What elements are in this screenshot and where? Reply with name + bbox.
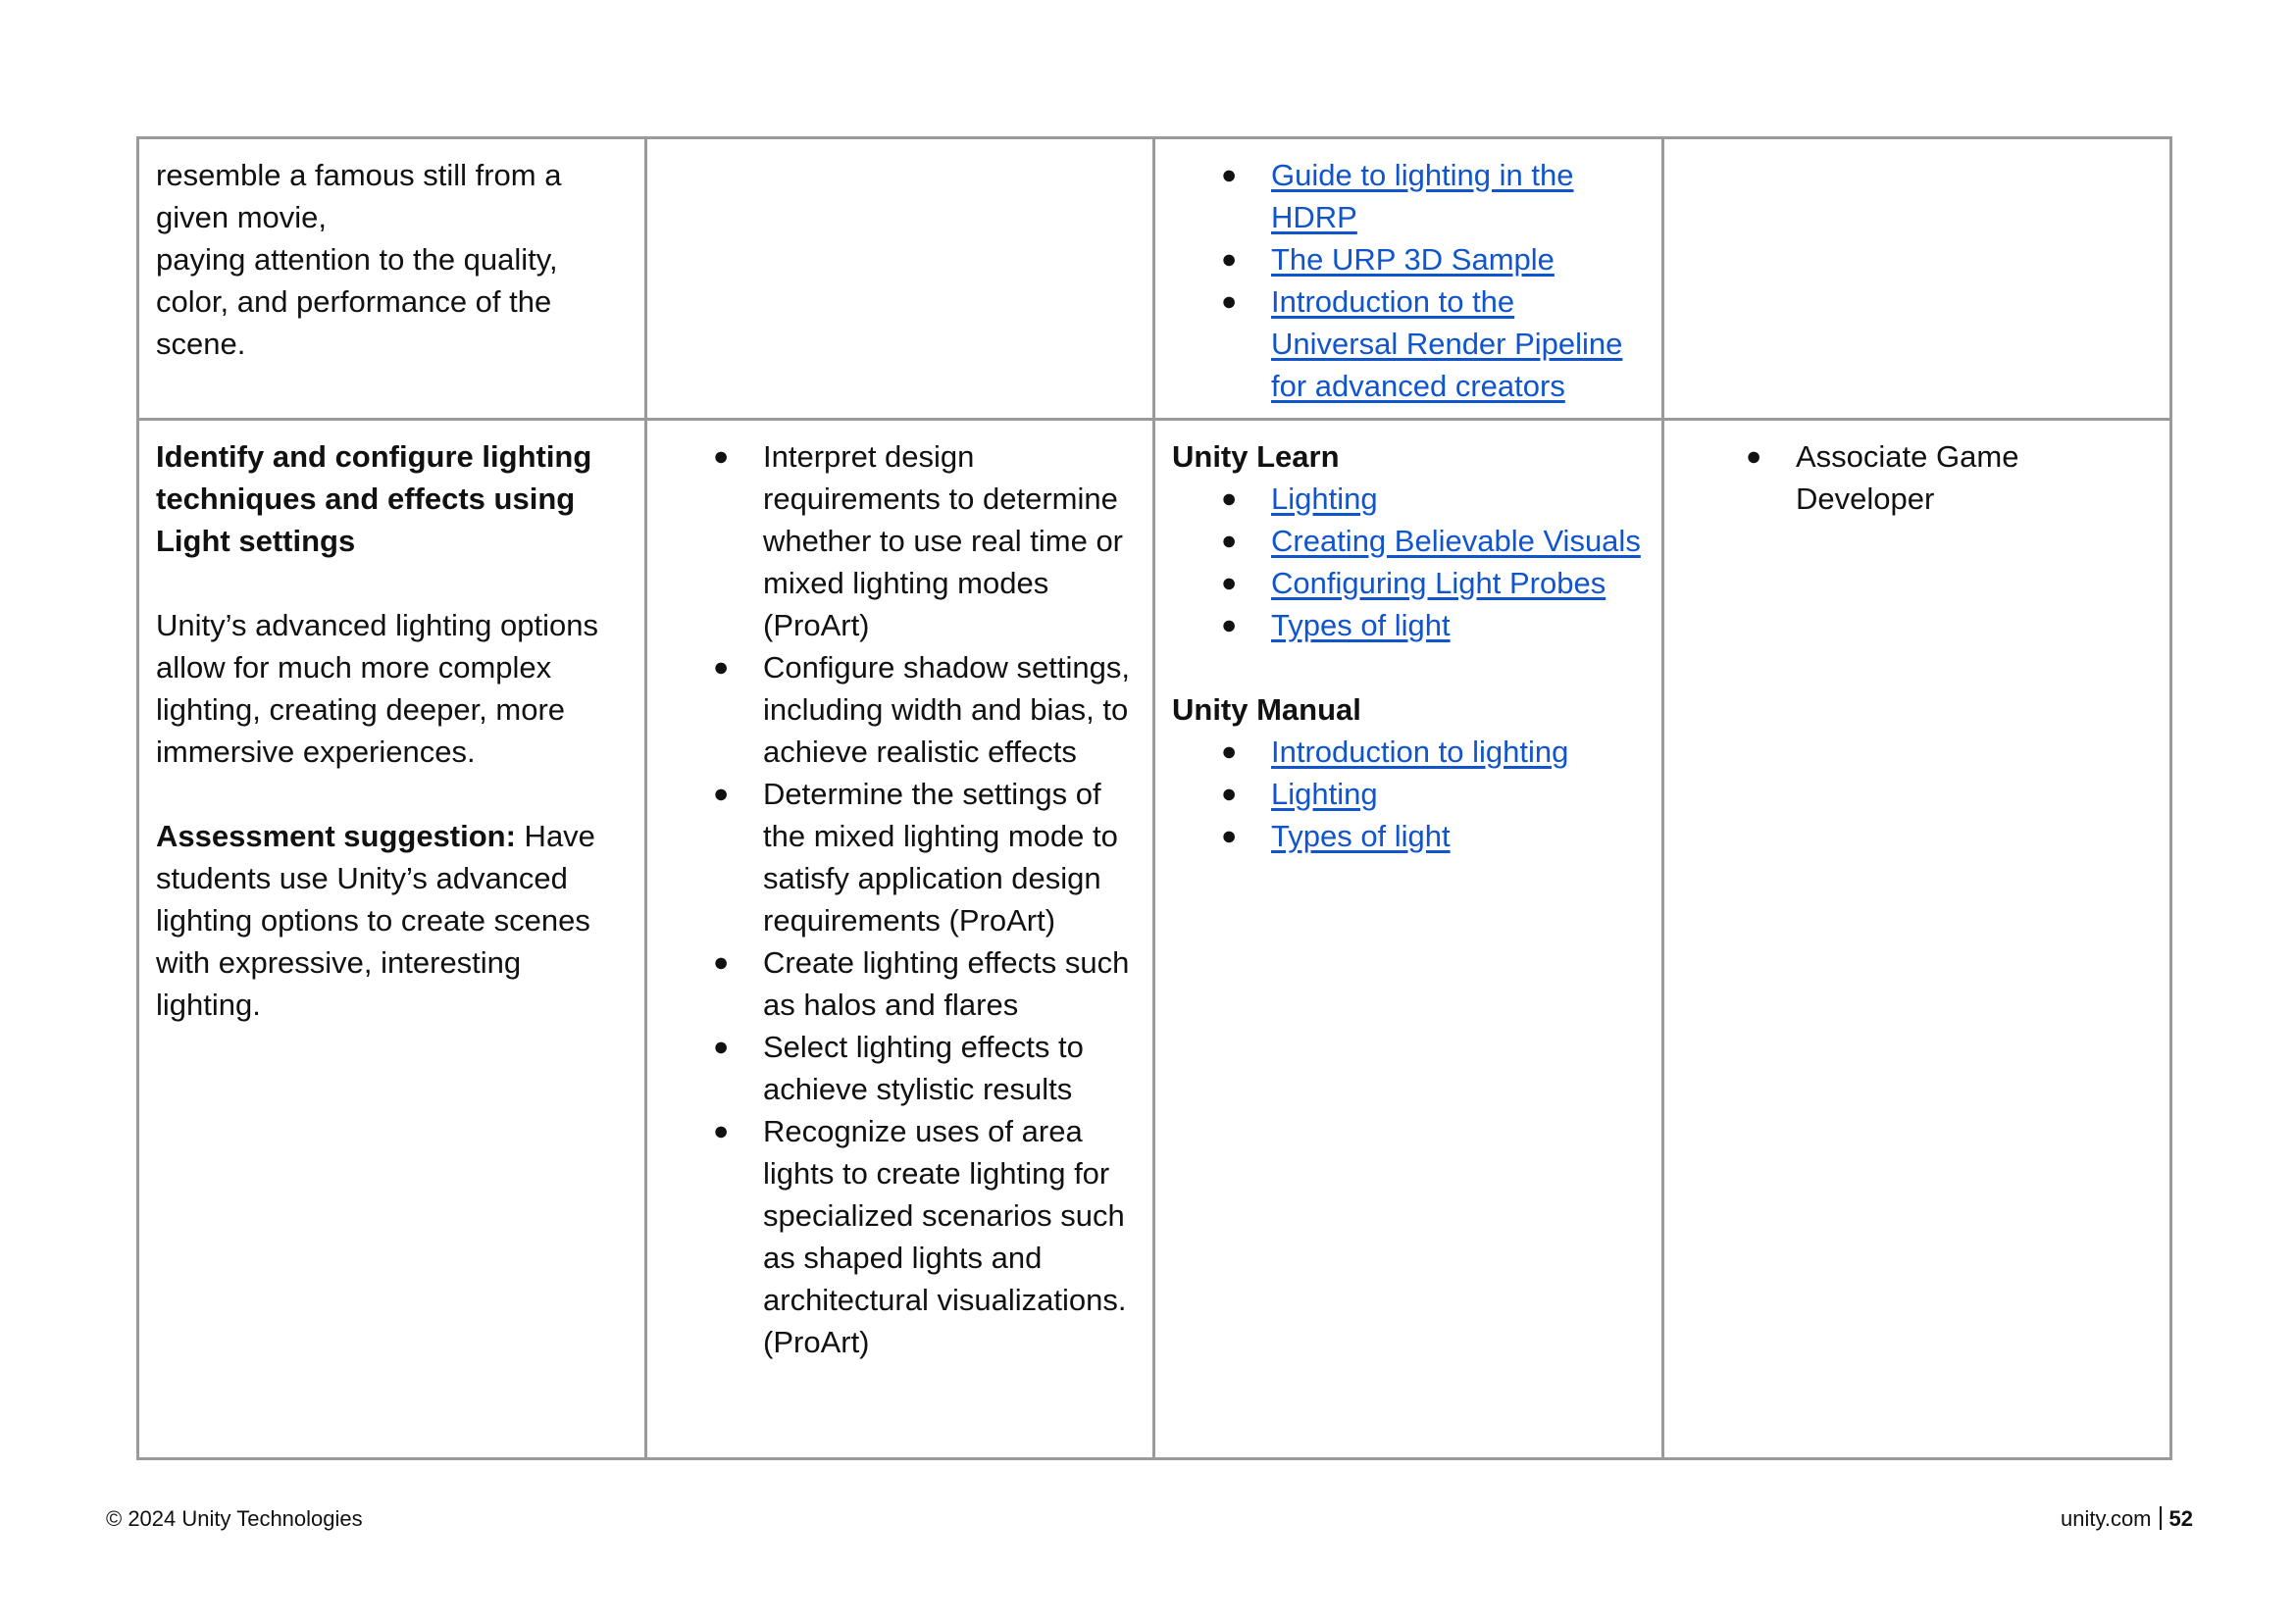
list-item (664, 1110, 1137, 1363)
list-item (1172, 520, 1646, 562)
bullet-icon: ● (1221, 778, 1238, 808)
list-item (1172, 154, 1646, 238)
footer-copyright: © 2024 Unity Technologies (106, 1506, 363, 1531)
assessment-suggestion (156, 815, 629, 1026)
link-configuring-light-probes[interactable]: Configuring Light Probes (1271, 565, 1606, 600)
list-item (664, 435, 1137, 646)
bullet-icon: ● (713, 778, 730, 808)
bullet-icon: ● (1221, 160, 1238, 189)
list-item (1172, 815, 1646, 857)
bullet-icon: ● (1221, 525, 1238, 555)
objective-description: Unity’s advanced lighting options allow for much more complex lighting, creating deeper, more immersive experiences. (156, 607, 598, 769)
link-intro-urp-advanced[interactable]: Introduction to the Universal Render Pipeline for advanced creators (1271, 284, 1623, 403)
objective-continuation-line: paying attention to the quality, color, and performance of the scene. (156, 242, 558, 361)
skill-text: Recognize uses of area lights to create lighting for specialized scenarios such as shaped lights and architectural visualizations. (ProArt) (763, 1113, 1127, 1359)
list-item (664, 773, 1137, 941)
certification-text: Associate Game Developer (1796, 438, 2019, 516)
bullet-icon: ● (1221, 820, 1238, 850)
skill-text: Select lighting effects to achieve stylistic results (763, 1029, 1084, 1106)
skills-cell (646, 419, 1154, 1458)
objective-cell (138, 138, 646, 420)
curriculum-table (136, 136, 2172, 1460)
certification-cell (1663, 419, 2171, 1458)
list-item (1172, 604, 1646, 646)
bullet-icon: ● (713, 440, 730, 471)
list-item (1172, 280, 1646, 407)
bullet-icon: ● (713, 651, 730, 682)
unity-learn-heading: Unity Learn (1172, 438, 1340, 474)
footer-page-info (2061, 1506, 2193, 1532)
link-manual-types-of-light[interactable]: Types of light (1271, 818, 1451, 853)
link-learn-lighting[interactable]: Lighting (1271, 481, 1378, 516)
list-item (664, 646, 1137, 773)
list-item (1681, 435, 2154, 520)
bullet-icon: ● (1221, 609, 1238, 639)
list-item (664, 1026, 1137, 1110)
list-item (1172, 773, 1646, 815)
list-item (1172, 562, 1646, 604)
certification-list (1681, 435, 2154, 520)
bullet-icon: ● (1221, 567, 1238, 597)
bullet-icon: ● (1221, 736, 1238, 766)
unity-manual-list (1172, 731, 1646, 857)
bullet-icon: ● (1221, 244, 1238, 274)
unity-learn-list (1172, 478, 1646, 646)
skill-text: Determine the settings of the mixed lighting mode to satisfy application design requirements (ProArt) (763, 776, 1118, 938)
link-learn-types-of-light[interactable]: Types of light (1271, 607, 1451, 642)
bullet-icon: ● (713, 1031, 730, 1061)
link-guide-lighting-hdrp[interactable]: Guide to lighting in the HDRP (1271, 158, 1574, 234)
bullet-icon: ● (713, 946, 730, 977)
resources-cell (1154, 138, 1663, 420)
bullet-icon: ● (713, 1115, 730, 1145)
certification-cell (1663, 138, 2171, 420)
footer-site: unity.com (2061, 1506, 2152, 1531)
assessment-text: Have students use Unity’s advanced lighting options to create scenes with expressive, interesting lighting. (156, 818, 595, 1022)
list-item (1172, 731, 1646, 773)
assessment-label: Assessment suggestion: (156, 818, 516, 853)
skill-text: Interpret design requirements to determine whether to use real time or mixed lighting modes (ProArt) (763, 438, 1124, 642)
list-item (1172, 238, 1646, 280)
skills-list (664, 435, 1137, 1363)
skills-cell (646, 138, 1154, 420)
objective-heading: Identify and configure lighting techniques and effects using Light settings (156, 438, 592, 558)
bullet-icon: ● (1221, 482, 1238, 513)
link-creating-believable-visuals[interactable]: Creating Believable Visuals (1271, 523, 1641, 558)
table-row (138, 138, 2171, 420)
objective-continuation-line: resemble a famous still from a given movie, (156, 158, 562, 234)
list-item (664, 941, 1137, 1026)
resource-list (1172, 154, 1646, 407)
footer-divider (2160, 1506, 2162, 1530)
unity-manual-heading: Unity Manual (1172, 691, 1361, 727)
skill-text: Configure shadow settings, including width and bias, to achieve realistic effects (763, 649, 1130, 769)
bullet-icon: ● (1221, 286, 1238, 316)
objective-cell (138, 419, 646, 1458)
link-introduction-to-lighting[interactable]: Introduction to lighting (1271, 734, 1569, 769)
skill-text: Create lighting effects such as halos and flares (763, 944, 1130, 1022)
link-urp-3d-sample[interactable]: The URP 3D Sample (1271, 242, 1555, 277)
resources-cell (1154, 419, 1663, 1458)
page-number: 52 (2168, 1506, 2193, 1531)
link-manual-lighting[interactable]: Lighting (1271, 776, 1378, 811)
bullet-icon: ● (1746, 440, 1762, 471)
table-row (138, 419, 2171, 1458)
list-item (1172, 478, 1646, 520)
